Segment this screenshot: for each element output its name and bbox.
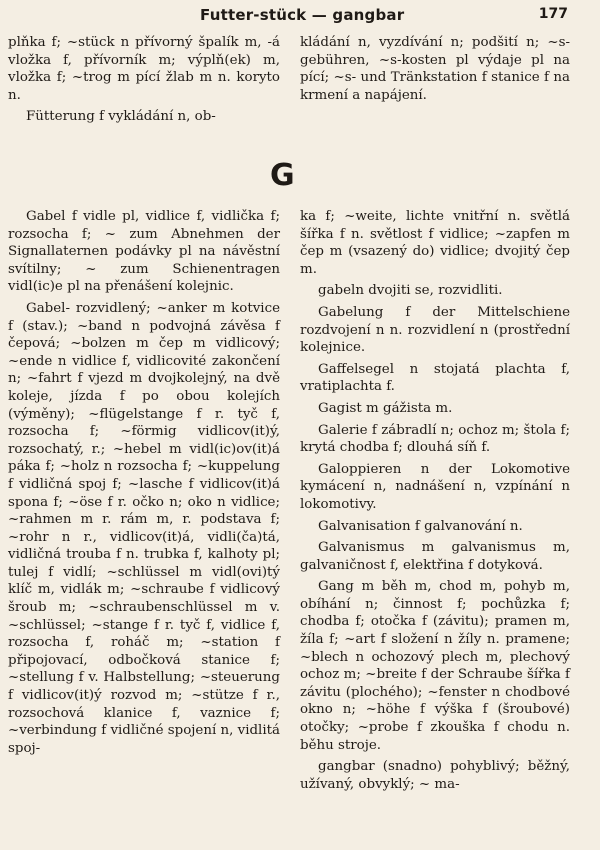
entry: gangbar (snadno) pohyblivý; běžný, užívaný, obvyklý; ~ ma- — [300, 759, 570, 792]
entry: Gaffelsegel n stojatá plachta f, vratiplachta f. — [300, 361, 570, 395]
entry: kládání n, vyzdívání n; podšití n; ~s-gebühren, ~s-kosten pl výdaje pl na pící; ~s- und Tränkstation f stanice f na krmení a napájení. — [300, 35, 570, 103]
right-column — [300, 208, 570, 797]
left-column — [8, 208, 280, 761]
entry: Gabel- rozvidlený; ~anker m kotvice f (stav.); ~band n podvojná závěsa f čepová; ~bolzen m čep m vidlicový; ~ende n vidlice f, vidlicovité zakončení n; ~fahrt f vjezd m dvojkolejný, na dvě koleje, jízda f po obou kolejích (výměny); ~flügelstange f r. tyč f, rozsocha f; ~förmig vidlicov(it)ý, rozsochatý, r.; ~hebel m vidl(ic)ov(it)á páka f; ~holz n rozsocha f; ~kuppelung f vidličná spoj f; ~lasche f vidlicov(it)á spona f; ~öse f r. očko n; oko n vidlice; ~rahmen m r. rám m, r. podstava f; ~rohr n r., vidlicov(it)á, vidli(ča)tá, vidličná trouba f n. trubka f, kalhoty pl; tulej f vidlí; ~schlüssel m vidl(ovi)tý klíč m, vidlák m; ~schraube f vidlicový šroub m; ~schraubenschlüssel m v. ~schlüssel; ~stange f r. tyč f, vidlice f, rozsocha f, roháč m; ~station f připojovací, odbočková stanice f; ~stellung f v. Halbstellung; ~steuerung f vidlicov(it)ý rozvod m; ~stütze f r., rozsochová klanice f, vaznice f; ~verbindung f vidličné spojení n, vidlitá spoj- — [8, 300, 280, 756]
running-head: Futter-stück — gangbar — [200, 6, 405, 24]
entry: gabeln dvojiti se, rozvidliti. — [318, 283, 503, 299]
entry: Gang m běh m, chod m, pohyb m, obíhání n; činnost f; pochůzka f; chodba f; otočka f (závitu); pramen m, žíla f; ~art f složení n žíly n. pramene; ~blech n ochozový plech m, plechový ochoz m; ~breite f der Schraube šířka f závitu (plochého); ~fenster n chodbové okno n; ~höhe f výška f (šroubové) otočky; ~probe f zkouška f chodu n. běhu stroje. — [300, 579, 570, 753]
entry: Galvanisation f galvanování n. — [318, 518, 523, 534]
top-right-column — [300, 34, 570, 108]
entry: plňka f; ~stück n přívorný špalík m, -á vložka f, přívorník m; výplň(ek) m, vložka f; ~trog m pící žlab m n. koryto n. — [8, 35, 280, 103]
page-number: 177 — [538, 6, 568, 22]
entry: Gabelung f der Mittelschiene rozdvojení n n. rozvidlení n (prostřední kolejnice. — [300, 304, 570, 356]
entry: ka f; ~weite, lichte vnitřní n. světlá šířka f n. světlost f vidlice; ~zapfen m čep m (vsazený do) vidlice; dvojitý čep m. — [300, 209, 570, 277]
page-header — [0, 4, 600, 30]
entry: Fütterung f vykládání n, ob- — [26, 109, 216, 125]
entry: Galvanismus m galvanismus m, galvaničnost f, elektřina f dotyková. — [300, 540, 570, 573]
section-letter: G — [270, 158, 295, 193]
entry: Galerie f zábradlí n; ochoz m; štola f; krytá chodba f; dlouhá síň f. — [300, 422, 570, 456]
entry: Galoppieren n der Lokomotive kymácení n, nadnášení n, vzpínání n lokomotivy. — [300, 461, 570, 512]
entry: Gagist m gážista m. — [318, 400, 453, 416]
top-left-column — [8, 34, 280, 130]
entry: Gabel f vidle pl, vidlice f, vidlička f; rozsocha f; ~ zum Abnehmen der Signallaternen podávky pl na návěstní svítilny; ~ zum Schienentragen vidl(ic)e pl na přenášení kolejnic. — [8, 209, 280, 295]
